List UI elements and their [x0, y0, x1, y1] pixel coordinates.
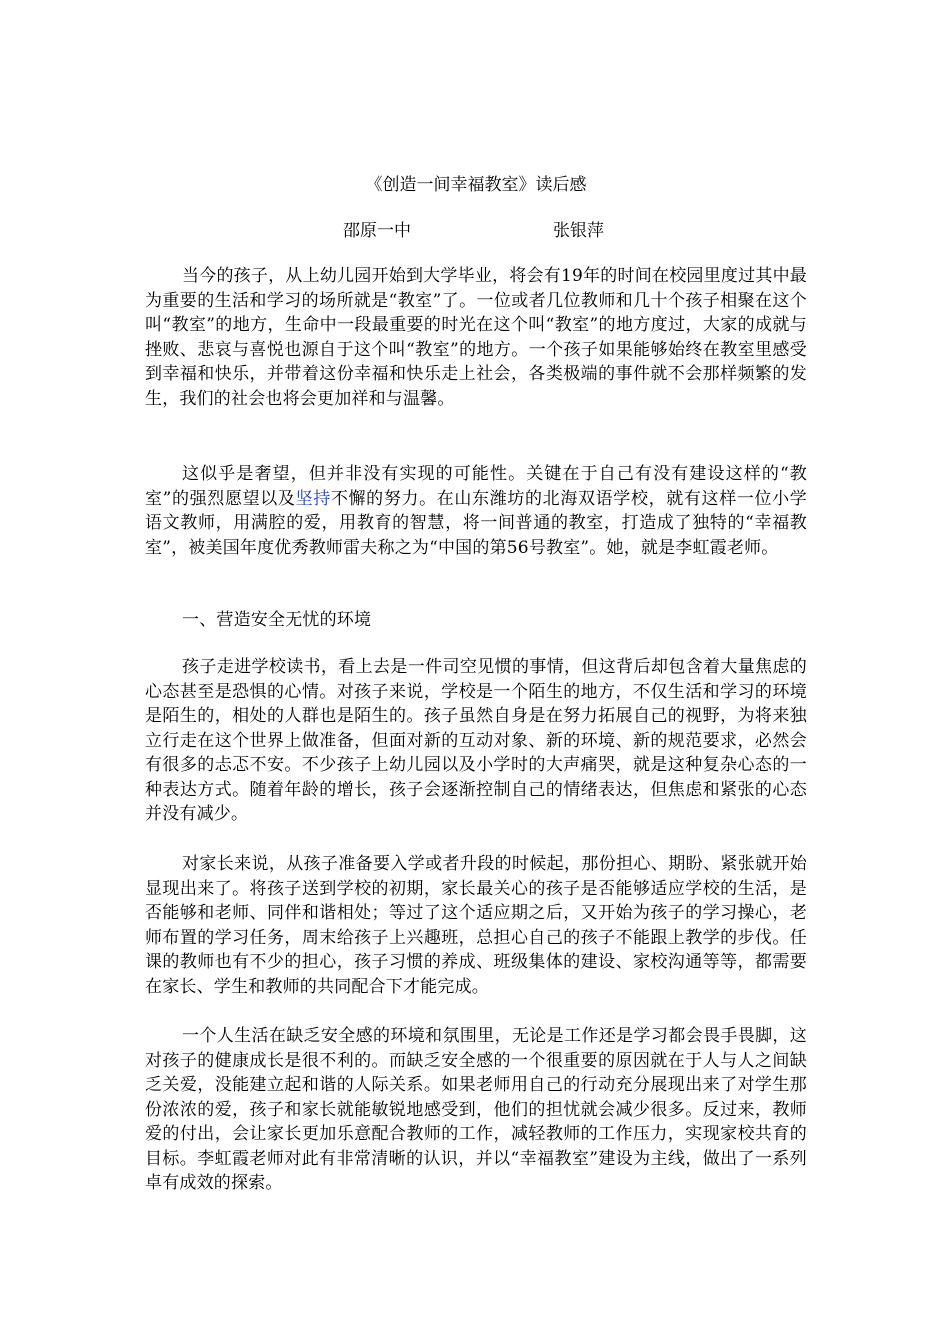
- persistence-link[interactable]: 坚持: [295, 488, 331, 509]
- paragraph-4: 对家长来说，从孩子准备要入学或者升段的时候起，那份担心、期盼、紧张就开始显现出来了。将孩子送到学校的初期，家长最关心的孩子是否能够适应学校的生活，是否能够和老师、同伴和谐相处；等过了这个适应期之后，又开始为孩子的学习操心，老师布置的学习任务，周末给孩子上兴趣班，总担心自己的孩子不能跟上教学的步伐。任课的教师也有不少的担心，孩子习惯的养成、班级集体的建设、家校沟通等等，都需要在家长、学生和教师的共同配合下才能完成。: [145, 854, 807, 997]
- paragraph-3: 孩子走进学校读书，看上去是一件司空见惯的事情，但这背后却包含着大量焦虑的心态甚至是恐惧的心情。对孩子来说，学校是一个陌生的地方，不仅生活和学习的环境是陌生的，相处的人群也是陌生的。孩子虽然自身是在努力拓展自己的视野，为将来独立行走在这个世界上做准备，但面对新的互动对象、新的环境、新的规范要求，必然会有很多的忐忑不安。不少孩子上幼儿园以及小学时的大声痛哭，就是这种复杂心态的一种表达方式。随着年龄的增长，孩子会逐渐控制自己的情绪表达，但焦虑和紧张的心态并没有减少。: [145, 657, 807, 824]
- document-title: 《创造一间幸福教室》读后感: [365, 175, 587, 195]
- school-name: 邵原一中: [343, 221, 411, 241]
- paragraph-5: 一个人生活在缺乏安全感的环境和氛围里，无论是工作还是学习都会畏手畏脚，这对孩子的健康成长是很不利的。而缺乏安全感的一个很重要的原因就在于人与人之间缺乏关爱，没能建立起和谐的人际关系。如果老师用自己的行动充分展现出来了对学生那份浓浓的爱，孩子和家长就能敏锐地感受到，他们的担忧就会减少很多。反过来，教师爱的付出，会让家长更加乐意配合教师的工作，减轻教师的工作压力，实现家校共育的目标。李虹霞老师对此有非常清晰的认识，并以“幸福教室”建设为主线，做出了一系列卓有成效的探索。: [145, 1026, 807, 1193]
- section-heading-1: 一、营造安全无忧的环境: [182, 610, 372, 630]
- paragraph-2-text-end: 不懈的努力。在山东潍坊的北海双语学校，就有这样一位小学语文教师，用满腔的爱，用教育的智慧，将一间普通的教室，打造成了独特的“幸福教室”，被美国年度优秀教师雷夫称之为“中国的第56号教室”。她，就是李虹霞老师。: [145, 488, 808, 558]
- paragraph-1: 当今的孩子，从上幼儿园开始到大学毕业，将会有19年的时间在校园里度过其中最为重要的生活和学习的场所就是“教室”了。一位或者几位教师和几十个孩子相聚在这个叫“教室”的地方，生命中一段最重要的时光在这个叫“教室”的地方度过，大家的成就与挫败、悲哀与喜悦也源自于这个叫“教室”的地方。一个孩子如果能够始终在教室里感受到幸福和快乐，并带着这份幸福和快乐走上社会，各类极端的事件就不会那样频繁的发生，我们的社会也将会更加祥和与温馨。: [145, 266, 807, 409]
- paragraph-2: [145, 462, 807, 560]
- author-name: 张银萍: [553, 221, 604, 241]
- paragraph-2-text-start: 这似乎是奢望，但并非没有实现的可能性。关键在于自己有没有建设这样的“教室”的强烈愿望以及: [145, 464, 807, 509]
